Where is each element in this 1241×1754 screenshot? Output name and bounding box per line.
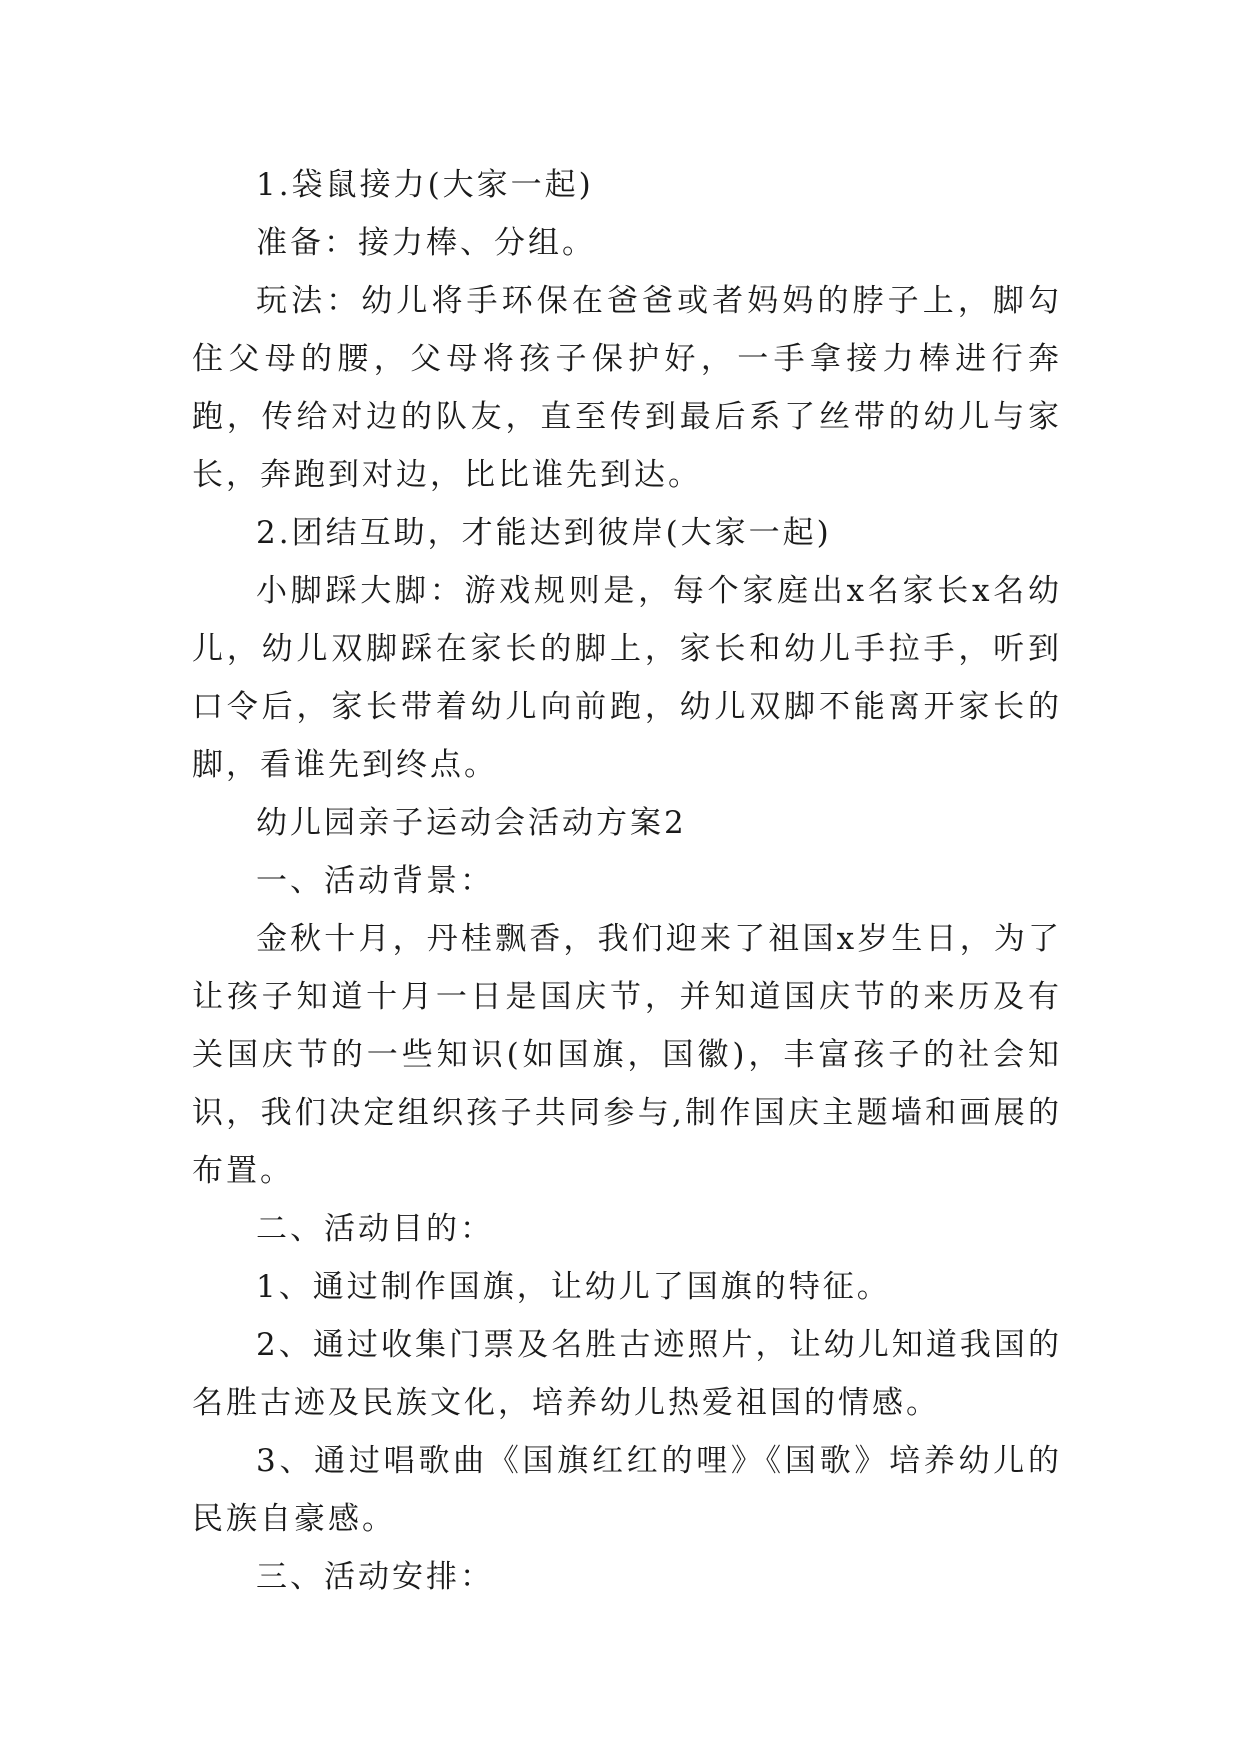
document-body (192, 156, 1062, 1606)
gameplay-text: 玩法：幼儿将手环保在爸爸或者妈妈的脖子上，脚勾住父母的腰，父母将孩子保护好，一手拿接力棒进行奔跑，传给对边的队友，直至传到最后系了丝带的幼儿与家长，奔跑到对边，比比谁先到达。 (192, 283, 1062, 493)
small-feet-big-feet-text: 小脚踩大脚：游戏规则是，每个家庭出x名家长x名幼儿，幼儿双脚踩在家长的脚上，家长和幼儿手拉手，听到口令后，家长带着幼儿向前跑，幼儿双脚不能离开家长的脚，看谁先到终点。 (192, 573, 1062, 783)
goal-item-3: 3、通过唱歌曲《国旗红红的哩》《国歌》培养幼儿的民族自豪感。 (192, 1443, 1062, 1537)
section-arrangement-heading: 三、活动安排： (256, 1559, 494, 1595)
section-goals-heading: 二、活动目的： (256, 1211, 494, 1247)
goal-item-2: 2、通过收集门票及名胜古迹照片，让幼儿知道我国的名胜古迹及民族文化，培养幼儿热爱祖国的情感。 (192, 1327, 1062, 1421)
heading-teamwork: 2.团结互助，才能达到彼岸(大家一起) (256, 515, 832, 551)
section-background-heading: 一、活动背景： (256, 863, 494, 899)
background-text: 金秋十月，丹桂飘香，我们迎来了祖国x岁生日，为了让孩子知道十月一日是国庆节，并知道国庆节的来历及有关国庆节的一些知识(如国旗，国徽)，丰富孩子的社会知识，我们决定组织孩子共同参与,制作国庆主题墙和画展的布置。 (192, 921, 1062, 1189)
preparation-text: 准备：接力棒、分组。 (256, 225, 596, 261)
goal-item-1: 1、通过制作国旗，让幼儿了国旗的特征。 (256, 1269, 891, 1305)
plan-2-title: 幼儿园亲子运动会活动方案2 (256, 805, 687, 841)
heading-kangaroo-relay: 1.袋鼠接力(大家一起) (256, 167, 594, 203)
